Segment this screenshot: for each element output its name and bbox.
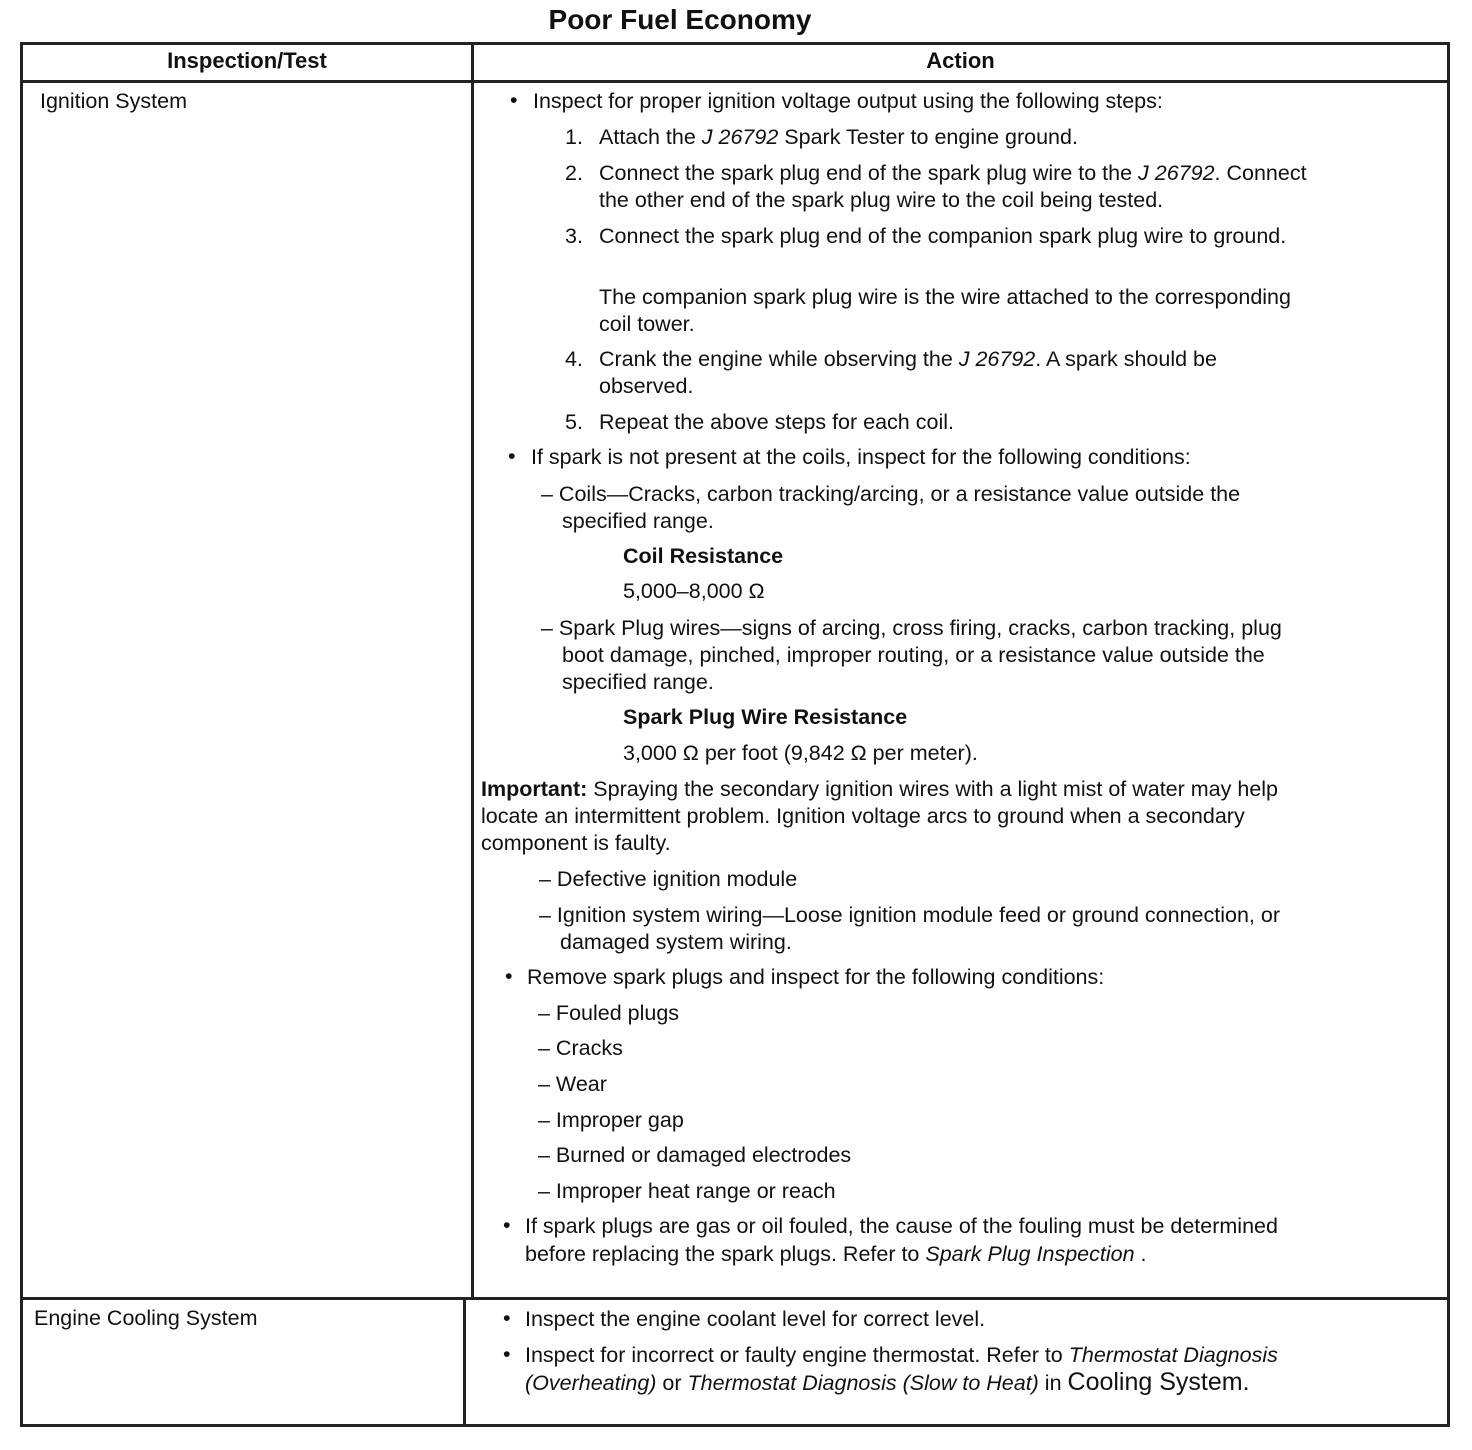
important-note: component is faulty. xyxy=(481,831,671,855)
action-text: If spark plugs are gas or oil fouled, the cause of the fouling must be determined xyxy=(525,1214,1278,1238)
step-note: The companion spark plug wire is the wire attached to the corresponding xyxy=(599,285,1291,309)
spec-value: 3,000 Ω per foot (9,842 Ω per meter). xyxy=(623,741,978,765)
row-divider xyxy=(20,1297,1450,1300)
step-text: the other end of the spark plug wire to the coil being tested. xyxy=(599,188,1164,212)
condition-text: boot damage, pinched, improper routing, or a resistance value outside the xyxy=(562,643,1265,667)
condition-text: – Ignition system wiring—Loose ignition module feed or ground connection, or xyxy=(539,903,1280,927)
step-text: Connect the spark plug end of the spark plug wire to the J 26792. Connect xyxy=(599,161,1307,185)
action-text: Remove spark plugs and inspect for the following conditions: xyxy=(527,965,1105,989)
bullet-icon: • xyxy=(510,88,518,112)
action-text: If spark is not present at the coils, inspect for the following conditions: xyxy=(531,445,1191,469)
reference-link[interactable]: Thermostat Diagnosis xyxy=(1068,1343,1278,1367)
reference-link[interactable]: Cooling System. xyxy=(1067,1368,1250,1396)
important-note: Important: Spraying the secondary ignition wires with a light mist of water may help xyxy=(481,777,1279,801)
step-text: observed. xyxy=(599,374,694,398)
condition-text: damaged system wiring. xyxy=(560,930,792,954)
step-number: 1. xyxy=(565,125,583,149)
action-text: Inspect for proper ignition voltage output using the following steps: xyxy=(533,89,1163,113)
condition-text: – Coils—Cracks, carbon tracking/arcing, or a resistance value outside the xyxy=(541,482,1241,506)
header-divider xyxy=(20,80,1450,83)
bullet-icon: • xyxy=(508,444,516,468)
page-title: Poor Fuel Economy xyxy=(548,4,812,35)
list-item: – Improper gap xyxy=(538,1108,684,1132)
tool-reference: J 26792 xyxy=(701,125,779,149)
list-item: – Burned or damaged electrodes xyxy=(538,1143,852,1167)
list-item: – Cracks xyxy=(538,1036,623,1060)
list-item: – Fouled plugs xyxy=(538,1001,680,1025)
action-text: Inspect the engine coolant level for correct level. xyxy=(525,1307,986,1331)
column-divider xyxy=(463,1299,466,1427)
step-text: Repeat the above steps for each coil. xyxy=(599,410,954,434)
tool-reference: J 26792 xyxy=(1138,161,1215,185)
condition-text: – Defective ignition module xyxy=(539,867,798,891)
bullet-icon: • xyxy=(505,964,513,988)
row-label-ignition: Ignition System xyxy=(40,89,187,113)
action-text: before replacing the spark plugs. Refer to Spark Plug Inspection . xyxy=(525,1242,1147,1266)
row-label-cooling: Engine Cooling System xyxy=(34,1306,258,1330)
reference-link[interactable]: Spark Plug Inspection xyxy=(925,1242,1135,1266)
step-number: 2. xyxy=(565,161,583,185)
column-divider xyxy=(471,42,474,1299)
step-number: 5. xyxy=(565,410,583,434)
bullet-icon: • xyxy=(503,1213,511,1237)
step-number: 4. xyxy=(565,347,583,371)
condition-text: specified range. xyxy=(562,670,714,694)
condition-text: – Spark Plug wires—signs of arcing, cross firing, cracks, carbon tracking, plug xyxy=(541,616,1282,640)
step-number: 3. xyxy=(565,224,583,248)
spec-heading: Coil Resistance xyxy=(623,544,784,568)
list-item: – Wear xyxy=(538,1072,607,1096)
column-header-inspection: Inspection/Test xyxy=(167,48,327,73)
important-note: locate an intermittent problem. Ignition voltage arcs to ground when a secondary xyxy=(481,804,1245,828)
step-text: Attach the J 26792 Spark Tester to engine ground. xyxy=(599,125,1078,149)
action-text: (Overheating) or Thermostat Diagnosis (Slow to Heat) in Cooling System. xyxy=(525,1368,1250,1396)
column-header-action: Action xyxy=(926,48,995,73)
list-item: – Improper heat range or reach xyxy=(538,1179,836,1203)
important-label: Important: xyxy=(481,777,588,801)
action-text: Inspect for incorrect or faulty engine thermostat. Refer to Thermostat Diagnosis xyxy=(525,1343,1278,1367)
spec-value: 5,000–8,000 Ω xyxy=(623,579,765,603)
bullet-icon: • xyxy=(503,1306,511,1330)
reference-link[interactable]: Thermostat Diagnosis (Slow to Heat) xyxy=(687,1371,1039,1395)
reference-link[interactable]: (Overheating) xyxy=(525,1371,657,1395)
spec-heading: Spark Plug Wire Resistance xyxy=(623,705,908,729)
step-text: Connect the spark plug end of the companion spark plug wire to ground. xyxy=(599,224,1287,248)
tool-reference: J 26792 xyxy=(958,347,1036,371)
bullet-icon: • xyxy=(503,1342,511,1366)
step-note: coil tower. xyxy=(599,312,695,336)
step-text: Crank the engine while observing the J 26792. A spark should be xyxy=(599,347,1217,371)
condition-text: specified range. xyxy=(562,509,714,533)
